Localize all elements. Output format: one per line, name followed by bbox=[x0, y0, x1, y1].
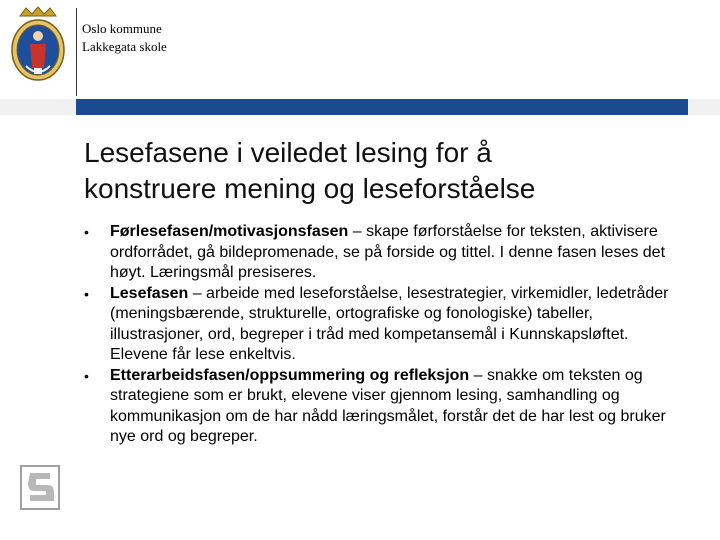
bullet-text: – skape førforståelse for teksten, aktivisere ordforrådet, gå bildepromenade, se på forside og tittel. I denne fasen leses det høyt. Læringsmål presiseres. bbox=[110, 223, 666, 281]
bullet-item bbox=[84, 284, 684, 366]
oslo-coat-of-arms-icon bbox=[8, 6, 68, 84]
bullet-item bbox=[84, 366, 684, 448]
header-accent-bar bbox=[76, 99, 688, 115]
organization-name: Oslo kommune bbox=[82, 21, 162, 36]
bullet-marker: • bbox=[84, 224, 89, 240]
header-bar-left bbox=[0, 99, 76, 115]
slide-title-line-1: Lesefasene i veiledet lesing for å bbox=[84, 137, 492, 168]
bullet-item bbox=[84, 222, 684, 284]
header-divider bbox=[76, 8, 77, 96]
bullet-marker: • bbox=[84, 367, 89, 384]
bullet-term: Etterarbeidsfasen/oppsummering og refleksjon bbox=[110, 366, 470, 384]
bullet-marker: • bbox=[84, 285, 89, 302]
slide-title bbox=[84, 135, 684, 207]
bullet-list bbox=[84, 222, 684, 448]
organization-block bbox=[82, 20, 167, 56]
bullet-text: – snakke om teksten og strategiene som er brukt, elevene viser gjennom lesing, samhandling og kommunikasjon om de har nådd læringsmålet, forstår det de har lest og bruker nye ord og begreper. bbox=[110, 366, 666, 445]
oslo-kommune-logo-icon bbox=[20, 465, 60, 510]
bullet-text: – arbeide med leseforståelse, lesestrategier, virkemidler, ledetråder (meningsbærende, strukturelle, ortografiske og fonologiske) tabeller, illustrasjoner, ord, begreper i tråd med kompetansemål i Kunnskapsløftet. Elevene får lese enkeltvis. bbox=[110, 284, 669, 363]
bullet-term: Førlesefasen/motivasjonsfasen bbox=[110, 223, 349, 240]
bullet-term: Lesefasen bbox=[110, 284, 189, 302]
slide-title-line-2: konstruere mening og leseforståelse bbox=[84, 173, 536, 204]
header-bar-right bbox=[688, 99, 720, 115]
school-name: Lakkegata skole bbox=[82, 39, 167, 54]
